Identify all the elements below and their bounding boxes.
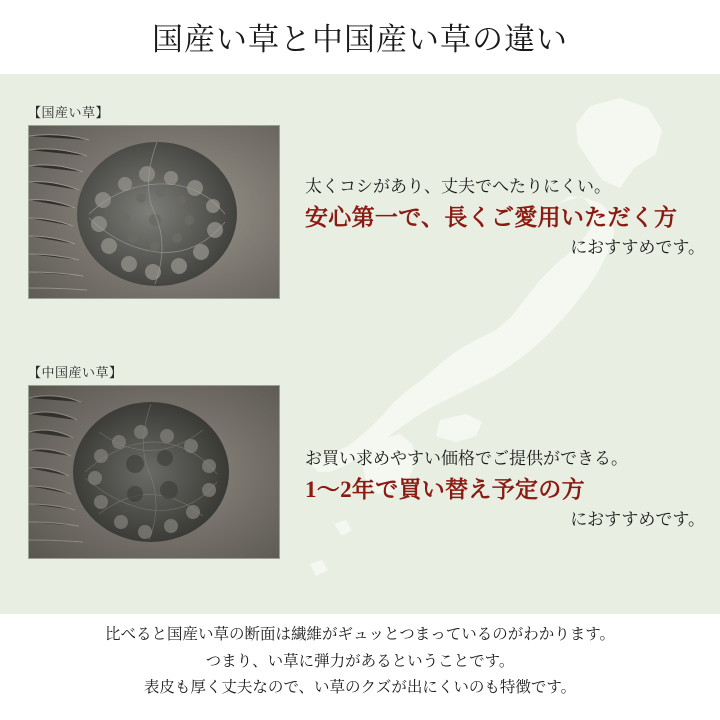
chinese-line-1: お買い求めやすい価格でご提供ができる。: [305, 449, 628, 468]
footer-line-3: 表皮も厚く丈夫なので、い草のクズが出にくいのも特徴です。: [143, 679, 577, 697]
chinese-igusa-cross-section-photo: [28, 385, 280, 559]
chinese-accent-line: 1〜2年で買い替え予定の方: [305, 476, 585, 502]
chinese-igusa-caption: 【中国産い草】: [28, 365, 123, 380]
domestic-accent-line: 安心第一で、長くご愛用いただく方: [305, 204, 678, 230]
domestic-line-1: 太くコシがあり、丈夫でへたりにくい。: [305, 177, 611, 196]
page-title: 国産い草と中国産い草の違い: [152, 22, 568, 57]
footer-line-2: つまり、い草に弾力があるということです。: [205, 652, 515, 670]
domestic-igusa-description: [305, 174, 705, 260]
domestic-line-3: におすすめです。: [570, 237, 705, 257]
comparison-panel: [0, 74, 720, 614]
chinese-line-3: におすすめです。: [570, 509, 705, 529]
footer-line-1: 比べると国産い草の断面は繊維がギュッとつまっているのがわかります。: [105, 626, 615, 643]
domestic-igusa-block: [28, 102, 280, 299]
chinese-igusa-description: [305, 446, 705, 532]
footer-note: [0, 622, 720, 702]
chinese-igusa-block: [28, 362, 280, 559]
domestic-igusa-cross-section-photo: [28, 125, 280, 299]
domestic-igusa-caption: 【国産い草】: [28, 105, 110, 120]
